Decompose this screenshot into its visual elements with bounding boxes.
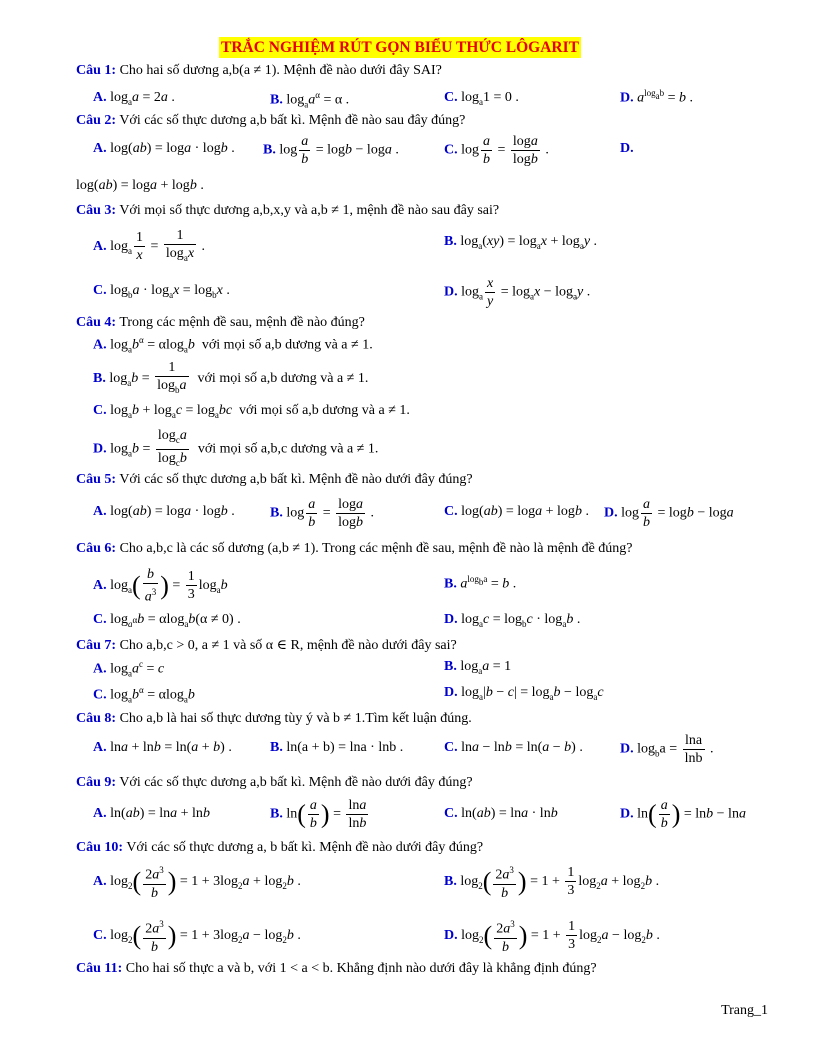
q10-option-d[interactable]: D. $\log_2$( $\frac{2a^3}{b}$ ) = 1 + $\frac{1}{3}$ $\log_2a - \log_2b$ . <box>444 916 660 956</box>
q10-option-a[interactable]: A. $\log_2$( $\frac{2a^3}{b}$ ) = $1 + 3\log_2a + \log_2b$ . <box>93 862 301 902</box>
q8-option-d[interactable]: D. $\log_ba$ = $\frac{\ln a}{\ln b}$ . <box>620 733 714 766</box>
q2-option-b[interactable]: B. log $\frac{a}{b}$ = logb − loga . <box>263 134 399 167</box>
question-8: Câu 8: Cho a,b là hai số thực dương tùy ý và b ≠ 1.Tìm kết luận đúng. <box>76 711 472 726</box>
q3-option-c[interactable]: C. $\log_ba \cdot \log_ax = \log_bx$ . <box>93 283 230 300</box>
q1-option-d[interactable]: D. $a^{log_ab} = b$ . <box>620 88 694 106</box>
q3-option-d[interactable]: D. $\log_a$ $\frac{x}{y}$ = $\log_ax - \log_ay$ . <box>444 276 591 309</box>
q4-option-b[interactable]: B. $\log_ab$ = $\frac{1}{\log_ba}$ với mọi số a,b dương và a ≠ 1. <box>93 360 369 395</box>
q4-option-a[interactable]: A. $\log_ab^\alpha = \alpha\log_ab$ với mọi số a,b dương và a ≠ 1. <box>93 335 373 355</box>
q7-option-b[interactable]: B. $\log_aa = 1$ <box>444 659 512 676</box>
q10-option-b[interactable]: B. $\log_2$( $\frac{2a^3}{b}$ ) = 1 + $\frac{1}{3}$ $\log_2a + \log_2b$ . <box>444 862 659 902</box>
q3-option-a[interactable]: A. $\log_a$ $\frac{1}{x}$ = $\frac{1}{\log_ax}$ . <box>93 228 206 264</box>
page-number: Trang_1 <box>721 1003 768 1018</box>
q4-option-c[interactable]: C. $\log_ab + \log_ac = \log_abc$ với mọi số a,b dương và a ≠ 1. <box>93 403 410 420</box>
q1-option-c[interactable]: C. $\log_a1 = 0$ . <box>444 90 519 107</box>
q5-option-b[interactable]: B. log $\frac{a}{b}$ = $\frac{\log a}{\log b}$ . <box>270 497 375 530</box>
q5-option-d[interactable]: D. log $\frac{a}{b}$ = logb − loga <box>604 497 734 530</box>
q9-option-b[interactable]: B. ln( $\frac{a}{b}$ ) = $\frac{\ln a}{\ln b}$ <box>270 798 367 831</box>
question-5: Câu 5: Với các số thực dương a,b bất kì. Mệnh đề nào dưới đây đúng? <box>76 472 473 487</box>
q8-option-c[interactable]: C. lna − lnb = ln(a − b) . <box>444 740 583 755</box>
question-9: Câu 9: Với các số thực dương a,b bất kì. Mệnh đề nào dưới đây đúng? <box>76 775 473 790</box>
q9-option-a[interactable]: A. ln(ab) = lna + lnb <box>93 806 210 821</box>
q6-option-b[interactable]: B. $a^{log_ba} = b$ . <box>444 574 517 592</box>
q2-option-a[interactable]: A. log(ab) = loga · logb . <box>93 141 235 156</box>
question-11: Câu 11: Cho hai số thực a và b, với 1 < a < b. Khẳng định nào dưới đây là khẳng định đúng? <box>76 961 597 976</box>
question-7: Câu 7: Cho a,b,c > 0, a ≠ 1 và số α ∈ R, mệnh đề nào dưới đây sai? <box>76 638 457 653</box>
q5-option-a[interactable]: A. log(ab) = loga · logb . <box>93 504 235 519</box>
question-6: Câu 6: Cho a,b,c là các số dương (a,b ≠ 1). Trong các mệnh đề sau, mệnh đề nào là mệnh đề đúng? <box>76 541 633 556</box>
question-3: Câu 3: Với mọi số thực dương a,b,x,y và a,b ≠ 1, mệnh đề nào sau đây sai? <box>76 203 500 218</box>
q1-option-a[interactable]: A. $\log_aa = 2a$ . <box>93 90 175 107</box>
q2-option-d-text: log(ab) = loga + logb . <box>76 178 204 193</box>
q4-option-d[interactable]: D. $\log_ab$ = $\frac{\log_ca}{\log_cb}$ với mọi số a,b,c dương và a ≠ 1. <box>93 428 379 468</box>
page-title: TRẮC NGHIỆM RÚT GỌN BIỂU THỨC LÔGARIT <box>221 39 579 56</box>
q6-option-c[interactable]: C. $\log_{a^\alpha}b = \alpha\log_ab(\alpha \ne 0)$ . <box>93 612 241 629</box>
question-10: Câu 10: Với các số thực dương a, b bất kì. Mệnh đề nào dưới đây đúng? <box>76 840 484 855</box>
q6-option-d[interactable]: D. $\log_ac = \log_bc \cdot \log_ab$ . <box>444 612 581 629</box>
q1-option-b[interactable]: B. $\log_aa^\alpha = \alpha$ . <box>270 90 350 110</box>
question-4: Câu 4: Trong các mệnh đề sau, mệnh đề nào đúng? <box>76 315 365 330</box>
q5-option-c[interactable]: C. log(ab) = loga + logb . <box>444 504 589 519</box>
q2-option-c[interactable]: C. log $\frac{a}{b}$ = $\frac{\log a}{\log b}$ . <box>444 134 549 167</box>
q3-option-b[interactable]: B. $\log_a(xy) = \log_ax + \log_ay$ . <box>444 234 598 251</box>
q9-option-d[interactable]: D. ln( $\frac{a}{b}$ ) = lnb − lna <box>620 798 746 831</box>
q10-option-c[interactable]: C. $\log_2$( $\frac{2a^3}{b}$ ) = $1 + 3\log_2a - \log_2b$ . <box>93 916 301 956</box>
q7-option-d[interactable]: D. $\log_a|b - c| = \log_ab - \log_ac$ <box>444 685 604 702</box>
q7-option-a[interactable]: A. $\log_aa^c = c$ <box>93 659 165 679</box>
q9-option-c[interactable]: C. ln(ab) = lna · lnb <box>444 806 558 821</box>
question-1: Câu 1: Cho hai số dương a,b(a ≠ 1). Mệnh đề nào dưới đây SAI? <box>76 63 442 78</box>
q7-option-c[interactable]: C. $\log_ab^\alpha = \alpha\log_ab$ <box>93 685 195 705</box>
question-2: Câu 2: Với các số thực dương a,b bất kì. Mệnh đề nào sau đây đúng? <box>76 113 466 128</box>
q6-option-a[interactable]: A. $\log_a$( $\frac{b}{a^3}$ ) = $\frac{1}{3}$ $\log_ab$ <box>93 567 228 605</box>
q8-option-a[interactable]: A. lna + lnb = ln(a + b) . <box>93 740 232 755</box>
q2-option-d[interactable]: D. <box>620 141 634 156</box>
q8-option-b[interactable]: B. ln(a + b) = lna · lnb . <box>270 740 404 755</box>
